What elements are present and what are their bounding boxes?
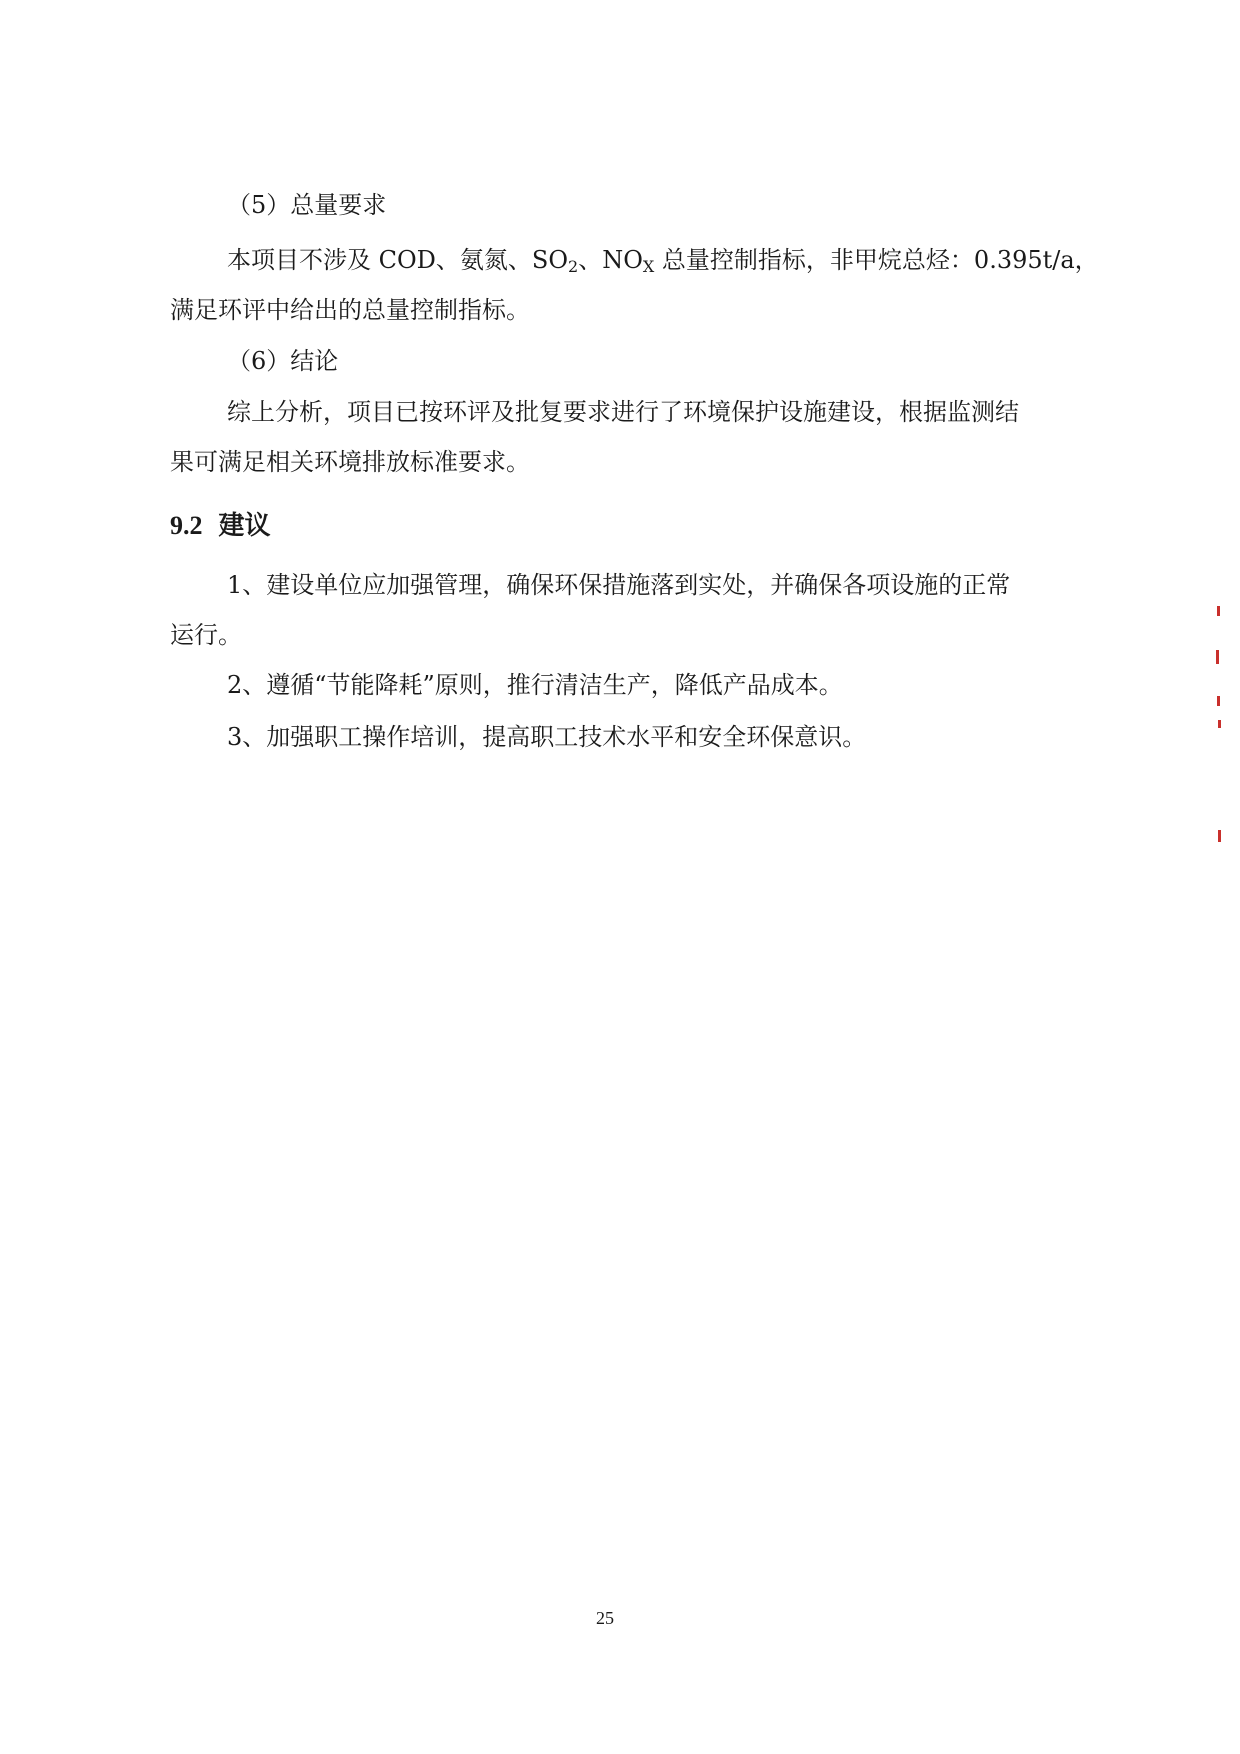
scan-edge-mark bbox=[1217, 696, 1220, 706]
scan-edge-mark bbox=[1218, 830, 1221, 842]
section-5-paragraph-line-2: 满足环评中给出的总量控制指标。 bbox=[170, 296, 530, 324]
item-2: 2、遵循“节能降耗”原则，推行清洁生产，降低产品成本。 bbox=[227, 671, 843, 699]
scan-edge-mark bbox=[1218, 720, 1221, 728]
scan-edge-mark bbox=[1217, 606, 1220, 616]
scan-edge-mark bbox=[1216, 650, 1219, 664]
section-number: 9.2 bbox=[170, 511, 203, 540]
section-9-2-heading bbox=[170, 510, 271, 542]
text-segment: 本项目不涉及 COD、氨氮、SO bbox=[227, 246, 569, 274]
item-1-line-2: 运行。 bbox=[170, 621, 242, 649]
section-5-paragraph-line-1 bbox=[227, 245, 1099, 275]
section-6-title: （6）结论 bbox=[227, 347, 339, 375]
item-3: 3、加强职工操作培训，提高职工技术水平和安全环保意识。 bbox=[227, 723, 867, 751]
text-segment: 、NO bbox=[578, 246, 643, 274]
item-1-line-1: 1、建设单位应加强管理，确保环保措施落到实处，并确保各项设施的正常 bbox=[227, 571, 1011, 599]
section-6-paragraph-line-2: 果可满足相关环境排放标准要求。 bbox=[170, 448, 530, 476]
section-title: 建议 bbox=[218, 511, 271, 541]
page-number: 25 bbox=[596, 1608, 614, 1628]
section-6-paragraph-line-1: 综上分析，项目已按环评及批复要求进行了环境保护设施建设，根据监测结 bbox=[227, 398, 1019, 426]
subscript: 2 bbox=[568, 257, 579, 276]
text-segment: 总量控制指标，非甲烷总烃：0.395t/a， bbox=[654, 246, 1099, 274]
section-5-title: （5）总量要求 bbox=[227, 191, 387, 219]
subscript: X bbox=[642, 257, 655, 276]
